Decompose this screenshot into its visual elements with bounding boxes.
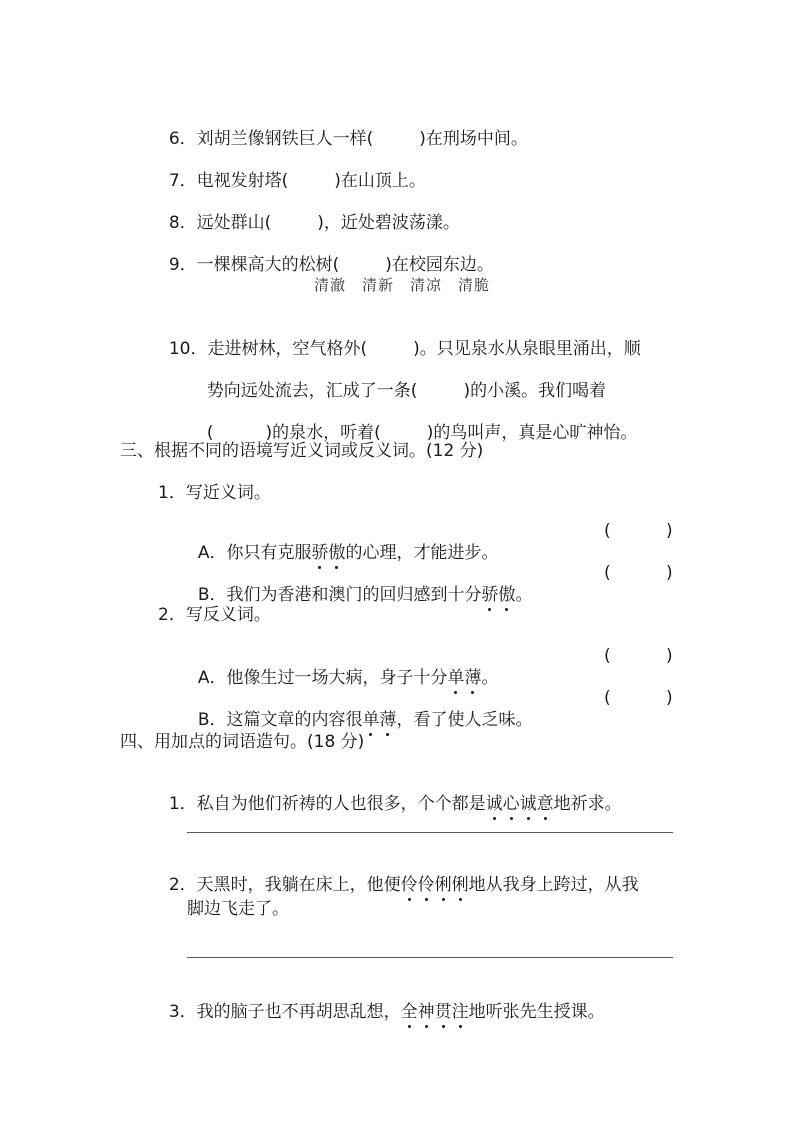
s4q1-number: 1． xyxy=(168,794,197,814)
q1b-answer-box[interactable] xyxy=(614,562,664,584)
q2b-dotted-char-1: 单 xyxy=(362,710,380,730)
q2a-answer-box[interactable] xyxy=(614,645,664,667)
question-8 xyxy=(158,190,460,234)
s4q1-text-before: 私自为他们祈祷的人也很多，个个都是 xyxy=(196,794,486,814)
section-3-q2b xyxy=(187,687,532,731)
question-7-text-after: )在山顶上。 xyxy=(334,171,426,191)
q2a-label: A． xyxy=(197,668,227,688)
q2a-answer-paren-close: ) xyxy=(666,646,673,666)
q1b-dotted-char-1: 骄 xyxy=(481,585,499,605)
question-7 xyxy=(158,148,426,192)
s4q2-text-after: 地从我身上跨过，从我 xyxy=(468,875,639,895)
section-4-q2 xyxy=(158,852,639,896)
q1b-label: B． xyxy=(197,585,227,605)
question-10-text-1: 走进树林，空气格外( xyxy=(207,339,368,359)
q1b-dotted-char-2: 傲 xyxy=(498,585,516,605)
s4q2-dotted-char-2: 伶 xyxy=(417,875,435,895)
section-4-q3 xyxy=(158,979,605,1023)
s4q2-dotted-char-1: 伶 xyxy=(400,875,418,895)
question-8-number: 8． xyxy=(168,213,197,233)
section-3-q2a xyxy=(187,645,498,689)
q1a-text-before: 你只有克服 xyxy=(226,543,312,563)
s4q3-text-before: 我的脑子也不再胡思乱想， xyxy=(196,1002,401,1022)
s4q1-dotted-char-1: 诚 xyxy=(485,794,503,814)
q2a-answer-paren-open: ( xyxy=(604,646,611,666)
q1b-text-before: 我们为香港和澳门的回归感到十分 xyxy=(226,585,482,605)
q2b-dotted-char-2: 薄 xyxy=(379,710,397,730)
question-7-number: 7． xyxy=(168,171,197,191)
question-9-number: 9． xyxy=(168,255,197,275)
q2a-text-after: 。 xyxy=(481,668,499,688)
s4q3-number: 3． xyxy=(168,1002,197,1022)
question-10-text-5: )的泉水，听着( xyxy=(265,423,381,443)
question-10-text-4: )的小溪。我们喝着 xyxy=(463,381,607,401)
s4q1-answer-line[interactable] xyxy=(187,832,673,833)
question-10-line-2 xyxy=(196,358,606,402)
section-3-q2-title: 2．写反义词。 xyxy=(158,605,271,625)
question-9 xyxy=(158,232,494,276)
section-4-heading: 四、用加点的词语造句。(18 分) xyxy=(120,732,365,752)
s4q2-number: 2． xyxy=(168,875,197,895)
section-3-q1-title: 1．写近义词。 xyxy=(158,483,271,503)
s4q2-line-2: 脚边飞走了。 xyxy=(187,899,289,919)
question-10-line-3 xyxy=(196,400,637,444)
s4q1-dotted-char-4: 意 xyxy=(536,794,554,814)
question-8-text-after: )，近处碧波荡漾。 xyxy=(317,213,460,233)
question-10-paren-open: ( xyxy=(206,423,214,443)
s4q3-dotted-char-4: 注 xyxy=(451,1002,469,1022)
q1a-answer-paren-open: ( xyxy=(604,521,611,541)
question-6-text-after: )在刑场中间。 xyxy=(419,129,528,149)
word-bank: 清澈 清新 清凉 清脆 xyxy=(314,276,491,294)
q1a-answer-paren-close: ) xyxy=(666,521,673,541)
s4q1-dotted-char-2: 心 xyxy=(502,794,520,814)
question-8-text-before: 远处群山( xyxy=(196,213,272,233)
s4q2-answer-line[interactable] xyxy=(187,957,673,958)
question-9-text-before: 一棵棵高大的松树( xyxy=(196,255,340,275)
q1a-dotted-char-2: 傲 xyxy=(328,543,346,563)
section-4-q1 xyxy=(158,771,622,815)
q1a-text-after: 的心理，才能进步。 xyxy=(345,543,499,563)
q2b-text-after: ，看了使人乏味。 xyxy=(396,710,533,730)
q1b-text-after: 。 xyxy=(515,585,533,605)
q2b-answer-paren-close: ) xyxy=(666,688,673,708)
q2b-answer-paren-open: ( xyxy=(604,688,611,708)
q2a-text-before: 他像生过一场大病，身子十分 xyxy=(226,668,448,688)
section-3-q1b xyxy=(187,562,532,606)
q2b-label: B． xyxy=(197,710,227,730)
question-10-text-6: )的鸟叫声，真是心旷神怡。 xyxy=(426,423,638,443)
q1a-label: A． xyxy=(197,543,227,563)
s4q2-dotted-char-3: 俐 xyxy=(434,875,452,895)
s4q1-dotted-char-3: 诚 xyxy=(519,794,537,814)
section-3-q1a xyxy=(187,520,498,564)
q2b-answer-box[interactable] xyxy=(614,687,664,709)
question-6-text-before: 刘胡兰像钢铁巨人一样( xyxy=(196,129,374,149)
q1b-answer-paren-close: ) xyxy=(666,563,673,583)
s4q1-text-after: 地祈求。 xyxy=(553,794,622,814)
question-7-text-before: 电视发射塔( xyxy=(196,171,289,191)
section-3-heading: 三、根据不同的语境写近义词或反义词。(12 分) xyxy=(120,441,484,461)
s4q3-dotted-char-2: 神 xyxy=(417,1002,435,1022)
question-9-text-after: )在校园东边。 xyxy=(385,255,494,275)
s4q2-dotted-char-4: 俐 xyxy=(451,875,469,895)
q2b-text-before: 这篇文章的内容很 xyxy=(226,710,363,730)
q1a-answer-box[interactable] xyxy=(614,520,664,542)
q1b-answer-paren-open: ( xyxy=(604,563,611,583)
q2a-dotted-char-2: 薄 xyxy=(464,668,482,688)
q1a-dotted-char-1: 骄 xyxy=(311,543,329,563)
question-10-number: 10． xyxy=(168,339,208,359)
question-6 xyxy=(158,106,528,150)
question-10-text-2: )。只见泉水从泉眼里涌出，顺 xyxy=(413,339,641,359)
question-10-text-3: 势向远处流去，汇成了一条( xyxy=(206,381,418,401)
question-6-number: 6． xyxy=(168,129,197,149)
question-10-line-1 xyxy=(158,316,641,360)
s4q2-text-before: 天黑时，我躺在床上，他便 xyxy=(196,875,401,895)
q2a-dotted-char-1: 单 xyxy=(447,668,465,688)
s4q3-text-after: 地听张先生授课。 xyxy=(468,1002,605,1022)
s4q3-dotted-char-1: 全 xyxy=(400,1002,418,1022)
s4q3-dotted-char-3: 贯 xyxy=(434,1002,452,1022)
